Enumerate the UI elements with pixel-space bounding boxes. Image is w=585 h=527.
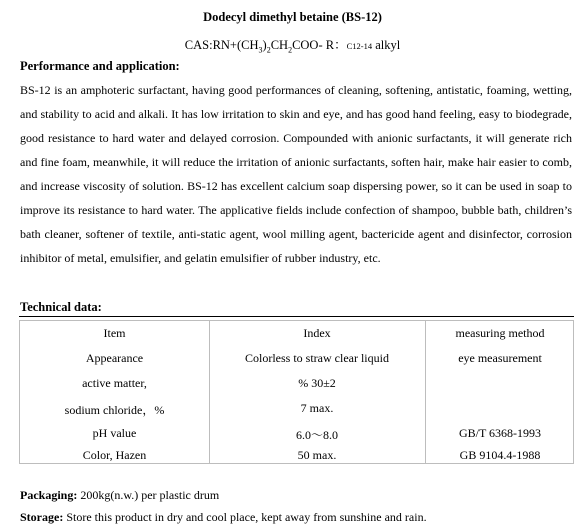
packaging-label: Packaging: (20, 488, 78, 502)
cas-formula: $CAS:RN+(CH_3)_2CH_2COO-$ R：C12-14 alkyl (184, 38, 401, 55)
header-item: Item (103, 326, 126, 340)
row-active-matter-index: % 30±2 (298, 376, 336, 390)
packaging-line (20, 488, 219, 503)
technical-data-table (19, 316, 574, 464)
performance-paragraph: BS-12 is an amphoteric surfactant, having good performances of cleaning, softening, antistatic, foaming, wetting, and stability to acid and alkali. It has low irritation to skin and eye, and has good hand feeling, easy to biodegrade, good resistance to hard water and delayed corrosion. Compounded with anionic surfactants, it will generate rich and fine foam, meanwhile, it will reduce the irritation of anionic surfactants, soften hair, make hair easier to comb, and increase viscosity of solution. BS-12 has excellent calcium soap dispersing power, so it can be used in soap to improve its resistance to hard water. The applicative fields include confection of shampoo, bubble bath, children’s bath cleaner, softener of textile, anti-static agent, wool milling agent, bactericide agent and disinfector, corrosion inhibitor of metal, emulsifier, and gelatin emulsifier of rubber industry, etc. (20, 83, 572, 265)
document-title: Dodecyl dimethyl betaine (BS-12) (203, 10, 382, 24)
packaging-text: 200kg(n.w.) per plastic drum (77, 488, 220, 502)
row-appearance-method: eye measurement (458, 351, 542, 365)
header-method: measuring method (455, 326, 545, 340)
row-color-index: 50 max. (297, 448, 337, 462)
performance-heading: Performance and application: (20, 59, 180, 73)
row-sodium-chloride-index: 7 max. (300, 401, 334, 415)
column-divider (425, 321, 426, 463)
row-active-matter-item: active matter, (82, 376, 147, 390)
row-ph-method: GB/T 6368-1993 (458, 426, 542, 440)
storage-line (20, 510, 427, 525)
storage-text: Store this product in dry and cool place, kept away from sunshine and rain. (63, 510, 427, 524)
row-ph-item: pH value (92, 426, 137, 440)
row-appearance-item: Appearance (85, 351, 144, 365)
row-appearance-index: Colorless to straw clear liquid (245, 351, 389, 365)
header-index: Index (303, 326, 331, 340)
row-ph-index: 6.0～8.0 (295, 428, 338, 442)
table-body (19, 320, 574, 464)
table-top-rule (19, 316, 574, 317)
row-color-item: Color, Hazen (82, 448, 147, 462)
row-sodium-chloride-item: sodium chloride，% (64, 403, 165, 417)
technical-heading: Technical data: (20, 300, 102, 314)
row-color-method: GB 9104.4-1988 (459, 448, 541, 462)
storage-label: Storage: (20, 510, 64, 524)
